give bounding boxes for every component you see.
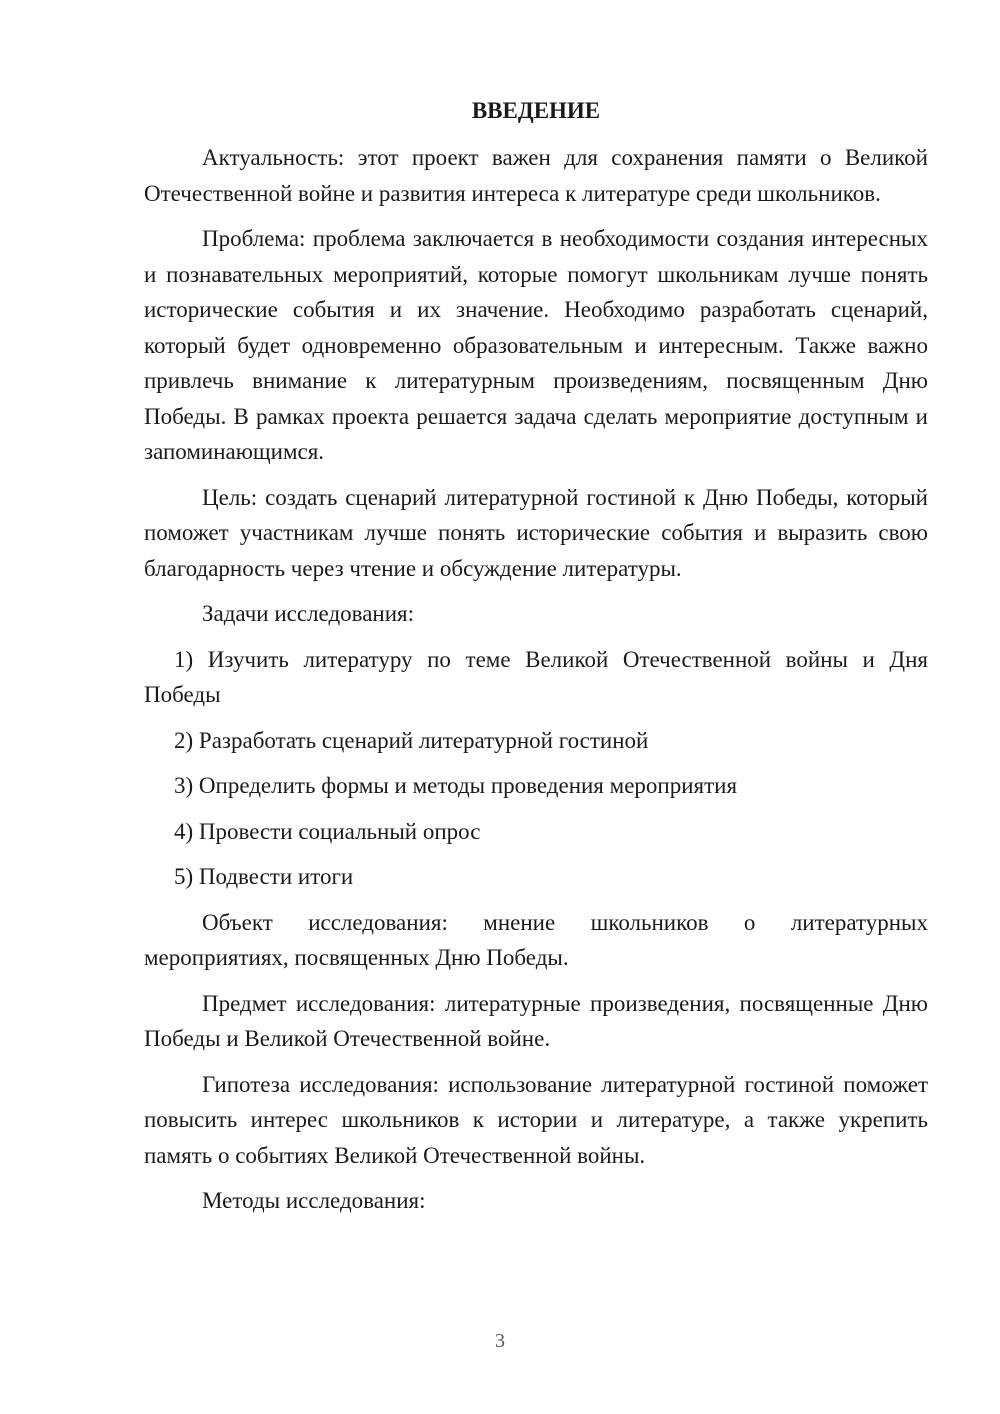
object-paragraph: Объект исследования: мнение школьников о литературных мероприятиях, посвященных Дню Победы.: [144, 909, 928, 970]
page-number: 3: [495, 1330, 505, 1352]
hypothesis-paragraph: Гипотеза исследования: использование литературной гостиной поможет повысить интерес школьников к истории и литературе, а также укрепить память о событиях Великой Отечественной войны.: [144, 1071, 928, 1168]
task-item-2: 2) Разработать сценарий литературной гостиной: [174, 727, 649, 753]
problem-paragraph: Проблема: проблема заключается в необходимости создания интересных и познавательных мероприятий, которые помогут школьникам лучше понять исторические события и их значение. Необходимо разработать сценарий, который будет одновременно образовательным и интересным. Также важно привлечь внимание к литературным произведениям, посвященным Дню Победы. В рамках проекта решается задача сделать мероприятие доступным и запоминающимся.: [144, 226, 928, 464]
task-item-5: 5) Подвести итоги: [174, 864, 354, 889]
tasks-title: Задачи исследования:: [202, 601, 415, 626]
goal-paragraph: Цель: создать сценарий литературной гостиной к Дню Победы, который поможет участникам лучше понять исторические события и выразить свою благодарность через чтение и обсуждение литературы.: [144, 484, 928, 581]
task-item-1: 1) Изучить литературу по теме Великой Отечественной войны и Дня Победы: [144, 646, 928, 707]
subject-paragraph: Предмет исследования: литературные произведения, посвященные Дню Победы и Великой Отечественной войне.: [144, 990, 928, 1051]
document-page: [144, 92, 928, 1229]
task-item-3: 3) Определить формы и методы проведения мероприятия: [174, 773, 738, 798]
relevance-paragraph: Актуальность: этот проект важен для сохранения памяти о Великой Отечественной войне и развития интереса к литературе среди школьников.: [144, 145, 928, 206]
task-item-4: 4) Провести социальный опрос: [174, 818, 481, 844]
section-heading: ВВЕДЕНИЕ: [471, 98, 601, 123]
methods-title: Методы исследования:: [202, 1188, 426, 1213]
